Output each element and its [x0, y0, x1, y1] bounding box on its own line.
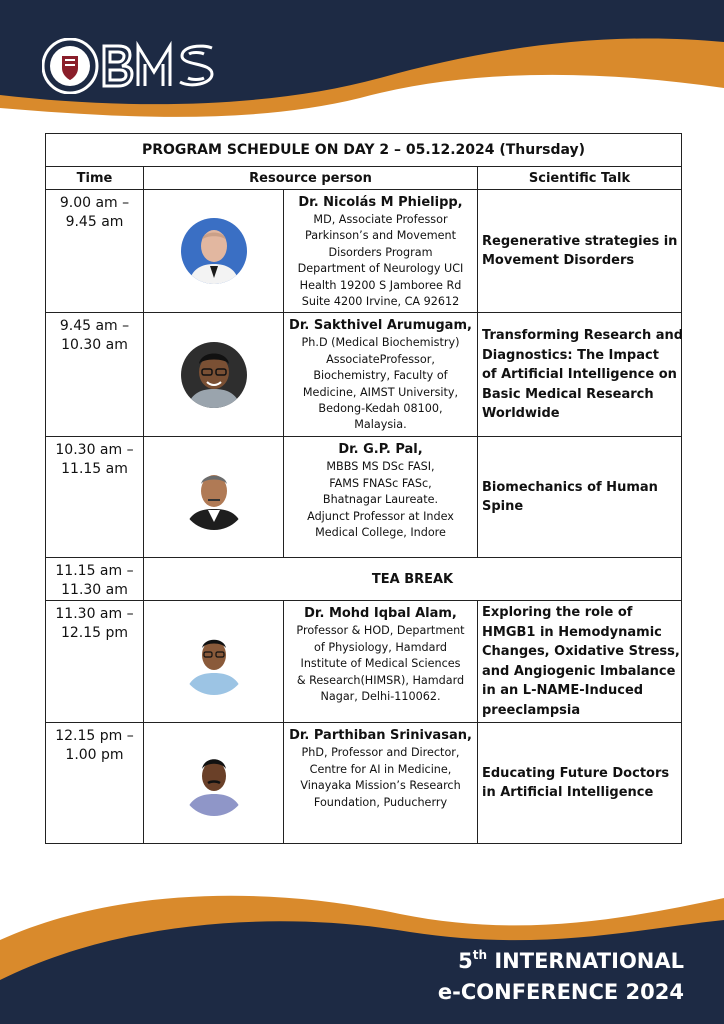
- speaker-name: Dr. Nicolás M Phielipp,: [298, 195, 463, 210]
- talk-line: of Artificial Intelligence on: [482, 367, 677, 383]
- talk-line: Diagnostics: The Impact: [482, 347, 659, 363]
- resource-person-cell: [284, 437, 478, 558]
- time-start: 10.30 am –: [55, 442, 134, 459]
- resource-person-cell: [284, 313, 478, 437]
- time-start: 11.15 am –: [55, 563, 134, 580]
- speaker-detail: AssociateProfessor,: [326, 352, 435, 366]
- time-cell: [46, 558, 144, 601]
- time-cell: [46, 313, 144, 437]
- speaker-name: Dr. Mohd Iqbal Alam,: [304, 606, 457, 622]
- ordinal-suffix: th: [472, 948, 488, 962]
- speaker-detail: MD, Associate Professor: [313, 213, 448, 226]
- time-start: 9.45 am –: [59, 318, 130, 335]
- speaker-detail: Ph.D (Medical Biochemistry): [301, 336, 460, 350]
- time-start: 11.30 am –: [55, 606, 134, 623]
- speaker-name: Dr. Parthiban Srinivasan,: [289, 728, 472, 744]
- speaker-detail: Bedong-Kedah 08100,: [318, 402, 443, 416]
- speaker-detail: Medicine, AIMST University,: [302, 385, 459, 399]
- talk-line: Biomechanics of Human: [482, 479, 658, 495]
- program-schedule-table: [45, 133, 682, 844]
- talk-line: in an L-NAME-Induced: [482, 683, 644, 699]
- speaker-detail: Disorders Program: [328, 245, 433, 259]
- speaker-man-mustache-photo: [181, 750, 247, 816]
- speaker-detail: Institute of Medical Sciences: [300, 657, 461, 671]
- photo-cell: [144, 601, 284, 723]
- speaker-detail: & Research(HIMSR), Hamdard: [296, 673, 465, 687]
- ordinal-number: 5: [458, 949, 473, 973]
- university-crest-icon: [43, 39, 97, 93]
- header-scientific-talk: Scientific Talk: [478, 167, 682, 190]
- talk-line: in Artificial Intelligence: [482, 785, 654, 801]
- speaker-detail: Biochemistry, Faculty of: [313, 369, 448, 383]
- time-cell: [46, 190, 144, 313]
- time-start: 9.00 am –: [59, 195, 130, 211]
- speaker-detail: Professor & HOD, Department: [296, 624, 465, 638]
- speaker-detail: Malaysia.: [354, 418, 407, 432]
- speaker-detail: Foundation, Puducherry: [313, 795, 448, 809]
- time-end: 10.30 am: [61, 337, 128, 354]
- conference-title-line2: e-CONFERENCE 2024: [437, 980, 684, 1004]
- time-cell: [46, 723, 144, 844]
- resource-person-cell: [284, 601, 478, 723]
- conference-title-international: INTERNATIONAL: [487, 949, 684, 973]
- table-row: [46, 723, 682, 844]
- time-cell: [46, 601, 144, 723]
- header-time: Time: [46, 167, 144, 190]
- schedule-title: PROGRAM SCHEDULE ON DAY 2 – 05.12.2024 (Thursday): [46, 134, 682, 167]
- speaker-man-glasses-photo: [181, 342, 247, 408]
- talk-line: Worldwide: [482, 406, 560, 422]
- talk-line: Spine: [482, 499, 524, 515]
- obms-logo: [42, 38, 247, 94]
- conference-title-line1: [398, 940, 684, 977]
- speaker-bald-man-photo: [181, 218, 247, 284]
- photo-cell: [144, 313, 284, 437]
- speaker-detail: FAMS FNASc FASc,: [329, 476, 432, 490]
- photo-cell: [144, 437, 284, 558]
- resource-person-cell: [284, 723, 478, 844]
- speaker-detail: of Physiology, Hamdard: [314, 640, 447, 654]
- conference-title: [398, 940, 684, 1008]
- talk-cell: [478, 190, 682, 313]
- table-row: [46, 313, 682, 437]
- speaker-detail: Centre for AI in Medicine,: [309, 762, 452, 776]
- talk-cell: [478, 313, 682, 437]
- talk-line: Movement Disorders: [482, 253, 635, 269]
- talk-line: Regenerative strategies in: [482, 233, 678, 249]
- speaker-man-blue-shirt-photo: [181, 629, 247, 695]
- speaker-detail: Adjunct Professor at Index: [307, 509, 454, 523]
- speaker-detail: Parkinson’s and Movement: [305, 229, 456, 243]
- header-resource-person: Resource person: [144, 167, 478, 190]
- time-end: 11.30 am: [61, 582, 128, 599]
- time-start: 12.15 pm –: [55, 728, 134, 745]
- speaker-detail: Health 19200 S Jamboree Rd: [299, 278, 462, 292]
- table-row: [46, 190, 682, 313]
- resource-person-cell: [284, 190, 478, 313]
- speaker-detail: Medical College, Indore: [315, 526, 446, 540]
- speaker-detail: PhD, Professor and Director,: [301, 746, 460, 760]
- talk-cell: [478, 723, 682, 844]
- tea-break-label: TEA BREAK: [144, 558, 682, 601]
- time-cell: [46, 437, 144, 558]
- talk-line: Changes, Oxidative Stress,: [482, 644, 680, 660]
- photo-cell: [144, 723, 284, 844]
- speaker-detail: Vinayaka Mission’s Research: [300, 779, 461, 793]
- time-end: 1.00 pm: [65, 747, 124, 764]
- speaker-older-man-photo: [181, 464, 247, 530]
- time-end: 12.15 pm: [60, 625, 129, 642]
- talk-line: preeclampsia: [482, 702, 581, 718]
- table-row: [46, 601, 682, 723]
- talk-cell: [478, 601, 682, 723]
- photo-cell: [144, 190, 284, 313]
- speaker-detail: Bhatnagar Laureate.: [322, 493, 439, 507]
- talk-line: HMGB1 in Hemodynamic: [482, 624, 662, 640]
- talk-line: Exploring the role of: [482, 605, 633, 621]
- speaker-detail: MBBS MS DSc FASI,: [326, 460, 435, 474]
- speaker-detail: Department of Neurology UCI: [297, 262, 464, 276]
- talk-line: and Angiogenic Imbalance: [482, 663, 676, 679]
- talk-line: Educating Future Doctors: [482, 765, 670, 781]
- table-row: [46, 437, 682, 558]
- speaker-name: Dr. G.P. Pal,: [338, 442, 423, 458]
- talk-cell: [478, 437, 682, 558]
- talk-line: Basic Medical Research: [482, 386, 654, 402]
- speaker-name: Dr. Sakthivel Arumugam,: [289, 318, 472, 334]
- time-end: 9.45 am: [65, 214, 124, 230]
- speaker-detail: Nagar, Delhi-110062.: [320, 690, 441, 704]
- table-row-break: [46, 558, 682, 601]
- time-end: 11.15 am: [61, 461, 128, 478]
- talk-line: Transforming Research and: [482, 328, 684, 344]
- speaker-detail: Suite 4200 Irvine, CA 92612: [301, 295, 460, 309]
